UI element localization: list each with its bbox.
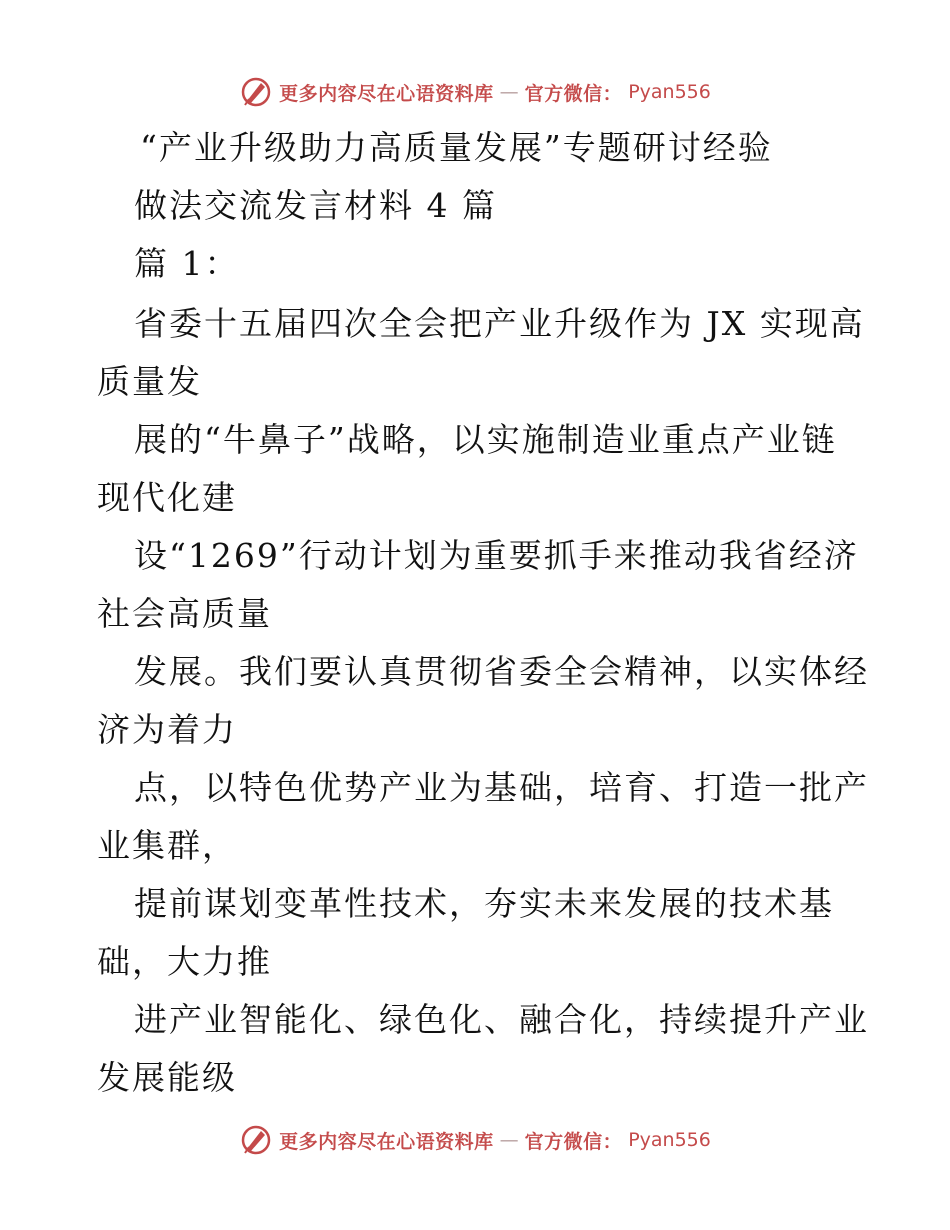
document-title-line-1: “产业升级助力高质量发展”专题研讨经验 [140,128,773,167]
paragraph-line: 展的“牛鼻子”战略，以实施制造业重点产业链 [134,420,837,459]
paragraph-line: 省委十五届四次全会把产业升级作为 JX 实现高 [134,304,865,343]
paragraph-line: 进产业智能化、绿色化、融合化，持续提升产业 [134,1000,869,1039]
header-watermark [0,72,950,112]
watermark-separator: — [499,1129,519,1151]
watermark-wechat-label: 官方微信： [524,82,623,105]
paragraph-line: 础，大力推 [97,942,272,981]
paragraph-line: 提前谋划变革性技术，夯实未来发展的技术基 [134,884,834,923]
paragraph-line: 现代化建 [97,478,237,517]
paragraph-line: 点，以特色优势产业为基础，培育、打造一批产 [134,768,869,807]
document-title-line-2: 做法交流发言材料 4 篇 [134,186,497,225]
watermark-separator: — [499,81,519,103]
watermark-site-text: 更多内容尽在心语资料库 [279,1130,494,1153]
paragraph-line: 业集群， [97,826,237,865]
paragraph-line: 质量发 [97,362,202,401]
watermark-site-text: 更多内容尽在心语资料库 [279,82,494,105]
paragraph-line: 社会高质量 [97,594,272,633]
paragraph-line: 发展。我们要认真贯彻省委全会精神，以实体经 [134,652,869,691]
quill-pen-logo-icon [239,75,273,109]
paragraph-line: 发展能级 [97,1058,237,1097]
watermark-wechat-id: Pyan556 [628,1129,711,1151]
footer-watermark [0,1120,950,1160]
watermark-wechat-label: 官方微信： [524,1130,623,1153]
watermark-wechat-id: Pyan556 [628,81,711,103]
section-label: 篇 1： [134,244,240,283]
paragraph-line: 设“1269”行动计划为重要抓手来推动我省经济 [134,536,859,575]
paragraph-line: 济为着力 [97,710,237,749]
quill-pen-logo-icon [239,1123,273,1157]
